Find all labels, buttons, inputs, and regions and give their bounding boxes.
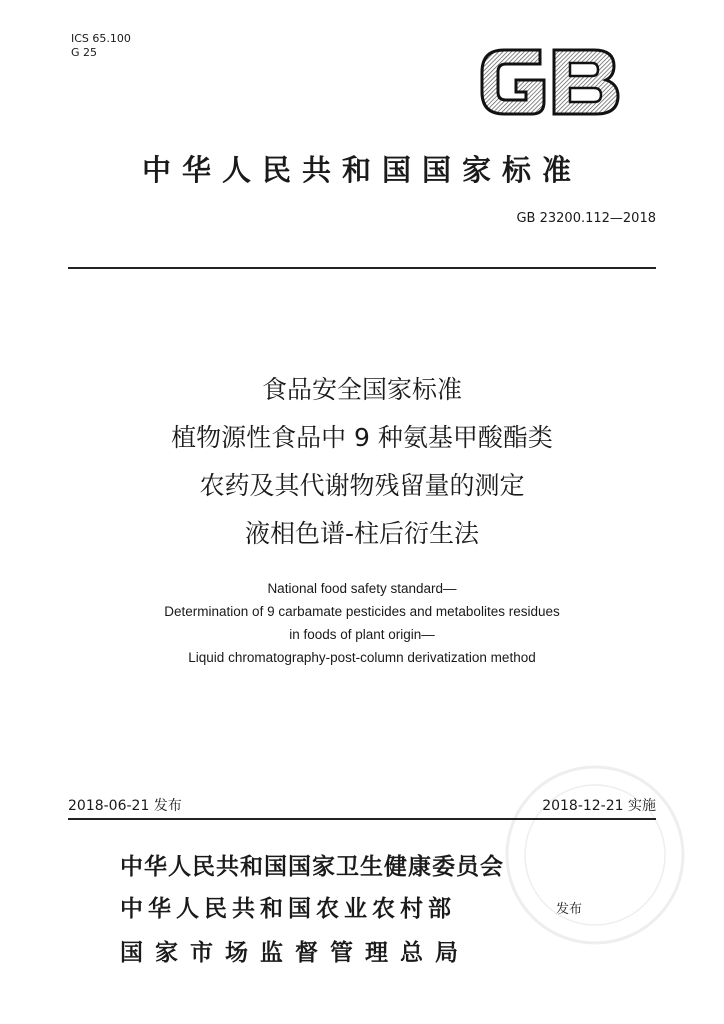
english-title-line: in foods of plant origin— bbox=[289, 627, 435, 642]
ics-code: ICS 65.100 bbox=[71, 32, 131, 45]
chinese-title-line: 农药及其代谢物残留量的测定 bbox=[199, 471, 525, 500]
english-title-line: Determination of 9 carbamate pesticides and metabolites residues bbox=[164, 604, 560, 619]
issuer-market-regulation: 国家市场监督管理总局 bbox=[120, 939, 470, 966]
issuer-agriculture-ministry: 中华人民共和国农业农村部 bbox=[120, 895, 456, 922]
chinese-title-line: 食品安全国家标准 bbox=[261, 375, 462, 404]
effective-date: 2018-12-21 实施 bbox=[542, 798, 656, 814]
chinese-title-line: 植物源性食品中 9 种氨基甲酸酯类 bbox=[171, 423, 553, 452]
standard-type-title: 中华人民共和国国家标准 bbox=[141, 153, 582, 187]
footer-divider bbox=[68, 818, 656, 820]
chinese-title-line: 液相色谱-柱后衍生法 bbox=[244, 519, 480, 548]
chinese-title bbox=[0, 366, 724, 558]
english-title-line: National food safety standard— bbox=[267, 581, 457, 596]
classification-codes bbox=[71, 32, 131, 60]
issue-label: 发布 bbox=[556, 902, 583, 917]
ccs-code: G 25 bbox=[71, 46, 98, 59]
watermark-seal bbox=[500, 760, 690, 950]
english-title-line: Liquid chromatography-post-column derivatization method bbox=[188, 650, 536, 665]
english-title bbox=[0, 577, 724, 669]
gb-logo bbox=[474, 42, 624, 122]
standard-number: GB 23200.112—2018 bbox=[516, 211, 656, 226]
header-divider bbox=[68, 267, 656, 269]
publish-date: 2018-06-21 发布 bbox=[68, 798, 182, 814]
issuer-health-commission: 中华人民共和国国家卫生健康委员会 bbox=[120, 853, 504, 880]
